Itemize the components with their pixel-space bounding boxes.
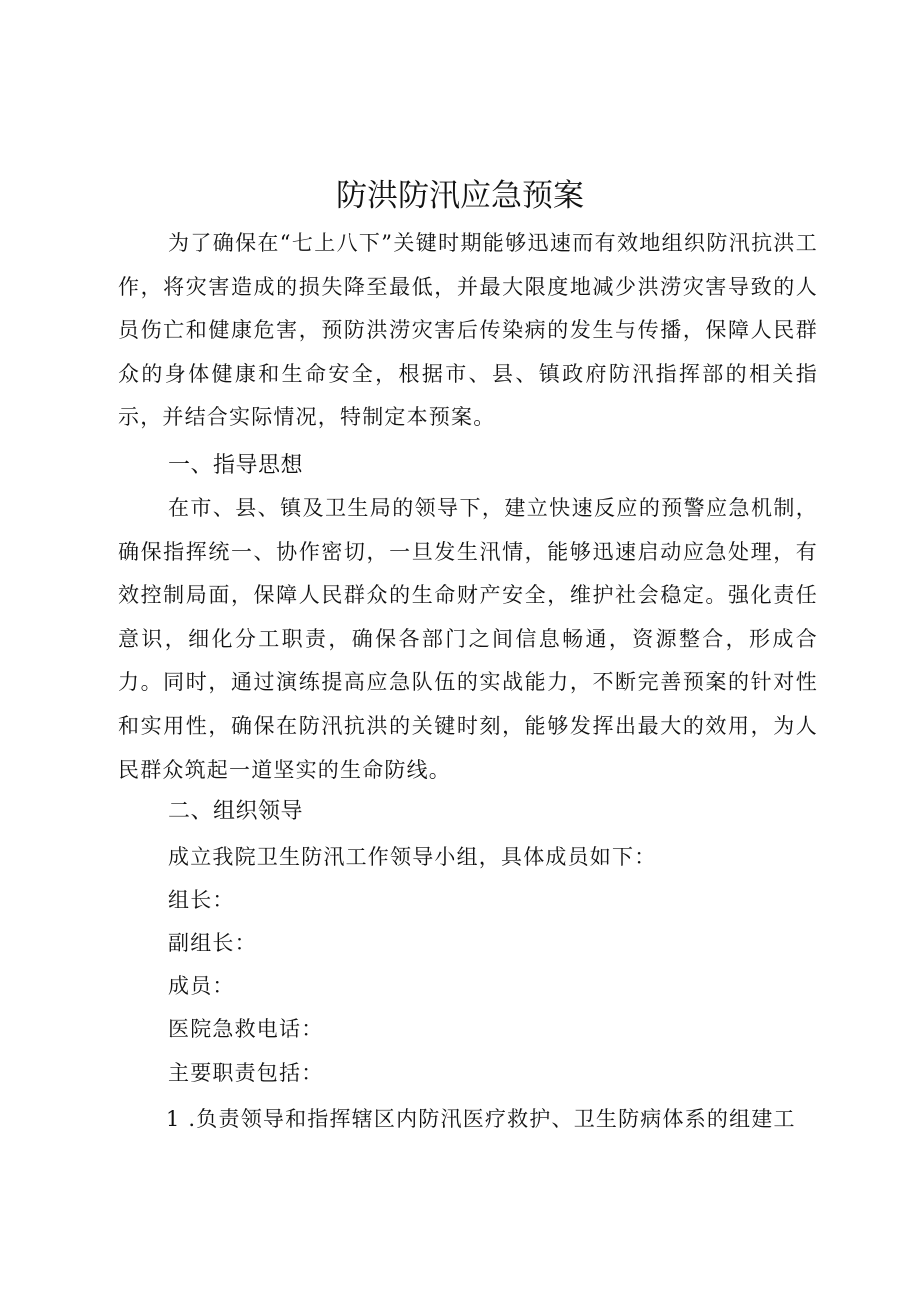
members-label: 成员：: [168, 974, 235, 998]
deputy-leader-label: 副组长：: [168, 931, 257, 955]
intro-paragraph: 为了确保在“七上八下”关键时期能够迅速而有效地组织防汛抗洪工作，将灾害造成的损失降至最低，并最大限度地减少洪涝灾害导致的人员伤亡和健康危害，预防洪涝灾害后传染病的发生与传播，保障人民群众的身体健康和生命安全，根据市、县、镇政府防汛指挥部的相关指示，并结合实际情况，特制定本预案。: [118, 231, 818, 430]
emergency-phone-label: 医院急救电话：: [168, 1017, 324, 1041]
guiding-ideology-paragraph: 在市、县、镇及卫生局的领导下，建立快速反应的预警应急机制，确保指挥统一、协作密切，一旦发生汛情，能够迅速启动应急处理，有效控制局面，保障人民群众的生命财产安全，维护社会稳定。强化责任意识，细化分工职责，确保各部门之间信息畅通，资源整合，形成合力。同时，通过演练提高应急队伍的实战能力，不断完善预案的针对性和实用性，确保在防汛抗洪的关键时刻，能够发挥出最大的效用，为人民群众筑起一道坚实的生命防线。: [118, 496, 818, 782]
duty-item: 1 .负责领导和指挥辖区内防汛医疗救护、卫生防病体系的组建工: [166, 1107, 796, 1131]
section-heading-guiding-ideology: 一、指导思想: [168, 453, 304, 478]
document-title: 防洪防汛应急预案: [336, 178, 584, 214]
section-heading-organization: 二、组织领导: [168, 799, 304, 824]
duties-label: 主要职责包括：: [168, 1061, 324, 1085]
leader-label: 组长：: [168, 888, 235, 912]
organization-intro: 成立我院卫生防汛工作领导小组，具体成员如下：: [168, 845, 657, 869]
